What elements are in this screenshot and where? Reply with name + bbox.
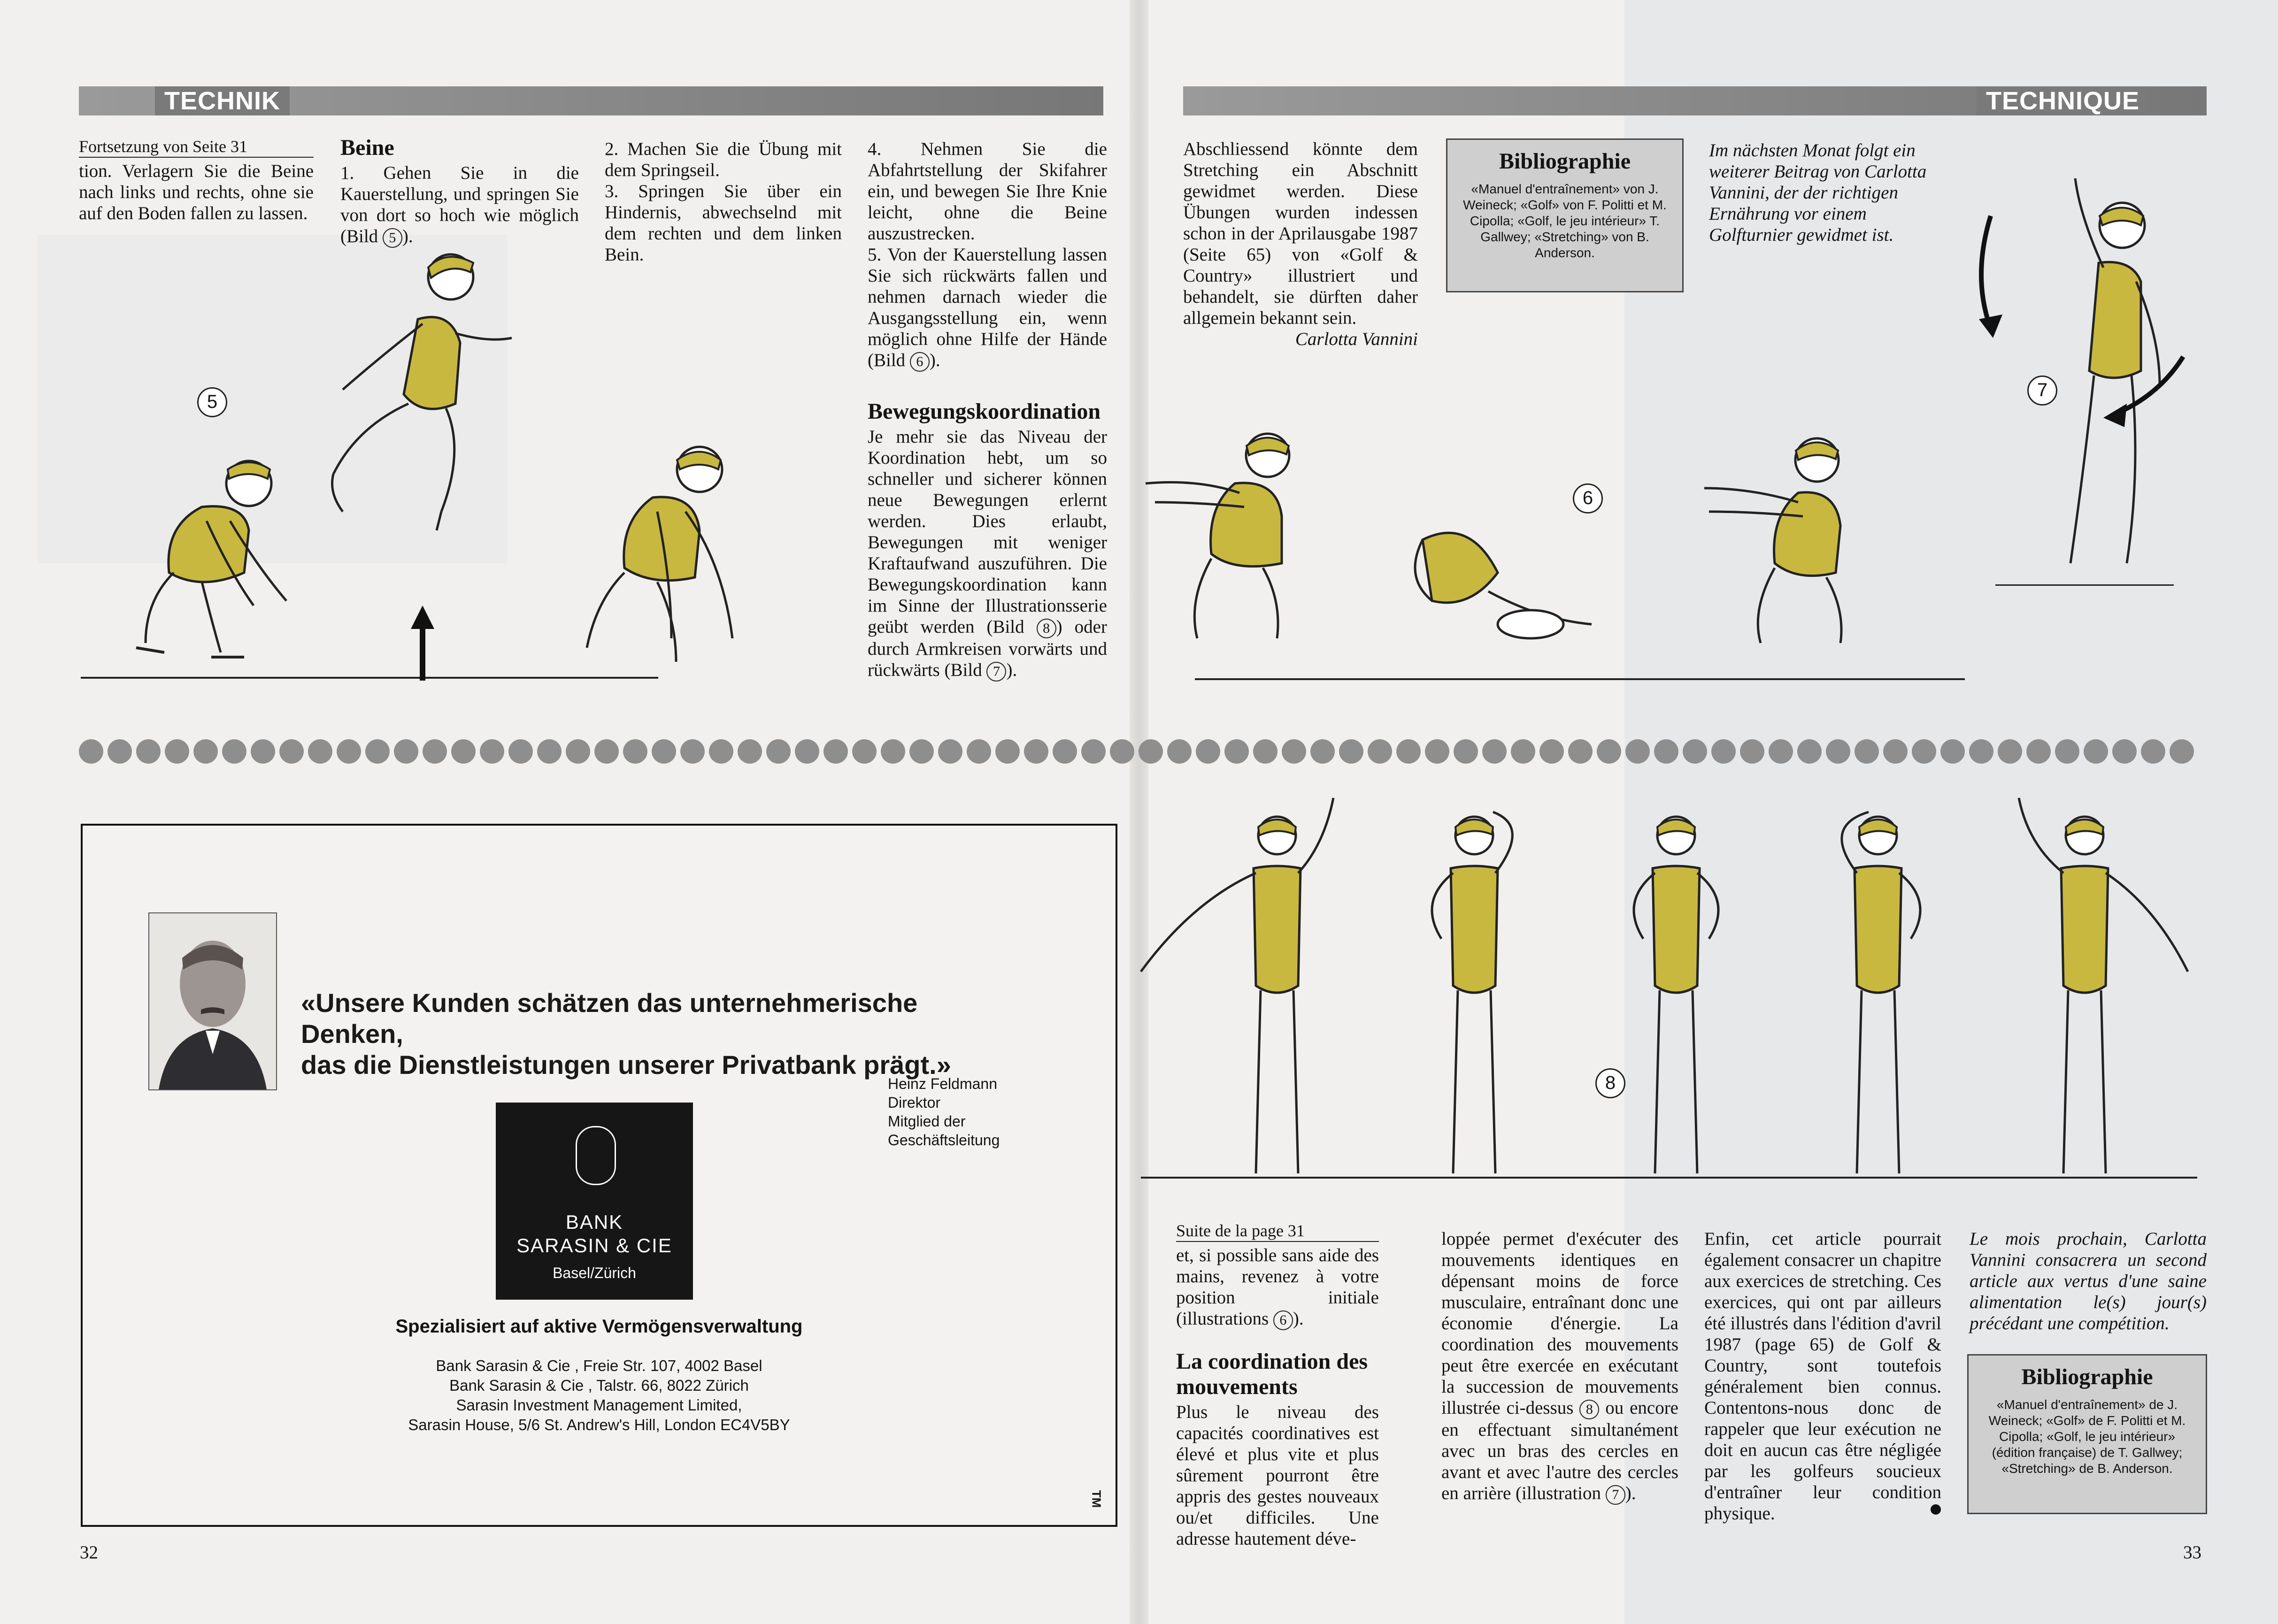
column-2	[340, 135, 579, 248]
divider-dot	[1511, 739, 1535, 764]
fr-column-3: Enfin, cet article pourrait également consacrer un chapitre aux exercices de stretching. Ces exercices, qui ont par ailleurs été illustrés dans l'édition d'avril 1987 (page 65) de Golf & Country, sont toutefois généralement bien connus. Contentons-nous donc de rappeler que leur exécution ne doit en aucun cas être négligée par les golfeurs soucieux d'entraîner leur condition physique.	[1704, 1229, 1941, 1524]
divider-dot	[1310, 739, 1335, 764]
figure-ref: 7	[986, 662, 1006, 682]
divider-dot	[1139, 739, 1163, 764]
bank-sarasin-ad[interactable]	[81, 824, 1117, 1527]
fr-column-2: loppée permet d'exécuter des mouvements identiques en dépensant moins de force musculaire, entraînant donc une économie d'énergie. La coordination des mouvements peut être exercée en exécutant la succession de mouvements illustrée ci-dessus 8 ou encore en effectuant simultanément avec un bras des cercles en avant et avec l'autre des cercles en arrière (illustration 7 ).	[1441, 1228, 1678, 1505]
stretching-text: Abschliessend könnte dem Stretching ein Abschnitt gewidmet werden. Diese Übungen wurden indessen schon in der Aprilausgabe 1987 (Seite 65) von «Golf & Country» illustriert und behandelt, sie dürften daher allgemein bekannt sein.	[1183, 139, 1418, 328]
portrait-illustration	[149, 913, 276, 1089]
divider-dot	[1711, 739, 1736, 764]
floor-line-fig7	[1995, 584, 2174, 586]
figure-ref: 7	[1606, 1485, 1625, 1505]
koord-text: Je mehr sie das Niveau der Koordination hebt, um so schneller und sicherer können neue Bewegungen erlernt werden. Dies erlaubt, Bewegungen mit weniger Kraftaufwand auszuführen. Die Bewegungskoordination kann im Sinne der Illustrationsserie geübt werden (Bild 8 ) oder durch Armkreisen vorwärts und rückwärts (Bild 7 ).	[868, 426, 1107, 682]
divider-dot	[136, 739, 161, 764]
continued-from-fr: Suite de la page 31	[1176, 1220, 1379, 1242]
figure-label-6: 6	[1573, 483, 1603, 513]
col3-item-2: 2. Machen Sie die Übung mit dem Springseil.	[605, 139, 842, 180]
divider-dot	[1368, 739, 1392, 764]
bibliography-text-fr: «Manuel d'entraînement» de J. Weineck; «Golf» de F. Politti et M. Cipolla; «Golf, le jeu intérieur» (édition française) de T. Gallwey; «Stretching» de B. Anderson.	[1988, 1397, 2186, 1476]
divider-dot	[108, 739, 132, 764]
figure-label-7: 7	[2027, 375, 2057, 406]
next-month-note-fr: Le mois prochain, Carlotta Vannini consacrera un second article aux vertus d'une saine alimentation le(s) jour(s) précédant une compétition.	[1970, 1229, 2207, 1333]
column-4	[868, 138, 1107, 682]
divider-dot	[1024, 739, 1048, 764]
jump-figure-illustration	[324, 249, 521, 605]
portrait-photo	[148, 912, 277, 1090]
heading-coordination: La coordination des mouvements	[1176, 1349, 1368, 1400]
divider-dot	[537, 739, 562, 764]
col4-item-5: 5. Von der Kauerstellung lassen Sie sich rückwärts fallen und nehmen darnach wieder die Ausgangsstellung ein, wenn möglich ohne Hilfe der Hände (Bild 6 ).	[868, 244, 1107, 372]
bibliography-box-de	[1446, 138, 1684, 292]
ad-signature: Heinz Feldmann Direktor Mitglied der Geschäftsleitung	[888, 1075, 1000, 1149]
ad-headline: Spezialisiert auf aktive Vermögensverwaltung	[395, 1316, 803, 1337]
bank-logo: BANK SARASIN & CIE Basel/Zürich	[496, 1103, 693, 1300]
col1-text: tion. Verlagern Sie die Beine nach links und rechts, ohne sie auf den Boden fallen zu lassen.	[79, 161, 314, 223]
divider-dot	[1425, 739, 1449, 764]
divider-dot	[795, 739, 819, 764]
coordination-figures-illustration	[1136, 798, 2197, 1183]
divider-dot	[1654, 739, 1678, 764]
divider-dot	[566, 739, 590, 764]
divider-dot	[1740, 739, 1764, 764]
divider-dot	[967, 739, 991, 764]
divider-dot	[480, 739, 504, 764]
divider-dot	[1539, 739, 1564, 764]
divider-dot	[1597, 739, 1621, 764]
divider-dot	[423, 739, 447, 764]
column-3	[605, 138, 842, 265]
beine-text: 1. Gehen Sie in die Kauerstellung, und springen Sie von dort so hoch wie möglich (Bild 5 ).	[340, 162, 579, 248]
divider-dot	[2026, 739, 2051, 764]
divider-dot	[823, 739, 848, 764]
divider-dot	[308, 739, 332, 764]
divider-dot	[938, 739, 962, 764]
divider-dot	[1482, 739, 1507, 764]
divider-dot	[2112, 739, 2137, 764]
figure-ref: 8	[1579, 1400, 1599, 1419]
divider-dot	[508, 739, 533, 764]
divider-dot	[995, 739, 1020, 764]
bibliography-box-fr	[1967, 1354, 2207, 1514]
squat-figure-illustration	[108, 451, 305, 676]
divider-dot	[1053, 739, 1077, 764]
divider-dot	[279, 739, 304, 764]
figure-ref: 6	[1273, 1310, 1293, 1330]
divider-dot	[1224, 739, 1249, 764]
divider-dot	[1396, 739, 1421, 764]
tree-emblem-icon	[576, 1126, 616, 1185]
divider-dot	[165, 739, 189, 764]
author-name: Carlotta Vannini	[1295, 329, 1418, 349]
figure-ref: 5	[383, 228, 402, 248]
bibliography-text: «Manuel d'entraînement» von J. Weineck; «Golf» von F. Politti et M. Cipolla; «Golf, le jeu intérieur» T. Gallwey; «Stretching» von B. Anderson.	[1463, 182, 1667, 260]
divider-dot	[1282, 739, 1306, 764]
ad-quote: «Unsere Kunden schätzen das unternehmerische Denken, das die Dienstleistungen unserer Privatbank prägt.»	[301, 988, 951, 1080]
divider-dot	[680, 739, 705, 764]
divider-dot	[365, 739, 390, 764]
divider-dot	[193, 739, 218, 764]
figure-label-5: 5	[197, 387, 227, 417]
column-a	[1183, 138, 1418, 350]
divider-dot	[1883, 739, 1908, 764]
floor-line-left	[81, 677, 658, 679]
heading-bewegungskoordination: Bewegungskoordination	[868, 399, 1101, 424]
fr-column-1: Suite de la page 31 et, si possible sans aide des mains, revenez à votre position initiale (illustrations 6 ). La coordination des mouvements Plus le niveau des capacités coordinatives est élevé et plus vite et plus sûrement pourront être appris des gestes nouveaux ou/et difficiles. Une adresse hautement déve-	[1176, 1221, 1379, 1549]
ad-addresses: Bank Sarasin & Cie , Freie Str. 107, 4002 Basel Bank Sarasin & Cie , Talstr. 66, 8022 Zürich Sarasin Investment Management Limited, Sarasin House, 5/6 St. Andrew's Hill, London EC4V5BY	[408, 1357, 790, 1433]
divider-dot	[1797, 739, 1822, 764]
arm-circle-figure-illustration	[1962, 160, 2207, 582]
heading-beine: Beine	[340, 135, 394, 160]
divider-dot	[1625, 739, 1650, 764]
divider-dot	[1998, 739, 2022, 764]
bibliography-title: Bibliographie	[1499, 149, 1631, 174]
column-1	[79, 136, 314, 224]
divider-dot	[451, 739, 476, 764]
figure-ref: 6	[910, 352, 930, 372]
divider-dot	[623, 739, 647, 764]
divider-dot	[1339, 739, 1363, 764]
divider-dot	[709, 739, 733, 764]
col3-item-3: 3. Springen Sie über ein Hindernis, abwechselnd mit dem rechten und dem linken Bein.	[605, 181, 842, 265]
divider-dot	[251, 739, 275, 764]
figure-ref: 8	[1037, 619, 1056, 638]
divider-dot	[1912, 739, 1936, 764]
divider-dot	[1940, 739, 1965, 764]
divider-dot	[2084, 739, 2108, 764]
divider-dot	[1769, 739, 1793, 764]
page-number-right: 33	[2183, 1542, 2201, 1563]
col4-item-4: 4. Nehmen Sie die Abfahrtstellung der Skifahrer ein, und bewegen Sie Ihre Knie leicht, ohne die Beine auszustrecken.	[868, 139, 1107, 244]
divider-dot	[1196, 739, 1220, 764]
divider-dot	[2170, 739, 2194, 764]
divider-dot	[909, 739, 934, 764]
divider-dot	[394, 739, 418, 764]
divider-dot	[652, 739, 676, 764]
divider-dot	[766, 739, 791, 764]
divider-dot	[1855, 739, 1879, 764]
bibliography-title-fr: Bibliographie	[2021, 1364, 2153, 1389]
end-marker-icon	[1931, 1504, 1941, 1515]
divider-dot	[1826, 739, 1850, 764]
divider-dot	[2141, 739, 2165, 764]
divider-dot	[1568, 739, 1593, 764]
divider-dot	[1253, 739, 1278, 764]
divider-dot	[1683, 739, 1707, 764]
fr-coordination-text: Plus le niveau des capacités coordinatives est élevé et plus vite et plus sûrement pourront être appris des gestes nouveaux ou/et difficiles. Une adresse hautement déve-	[1176, 1402, 1379, 1549]
roll-figures-illustration	[1141, 422, 1967, 685]
divider-dot	[1969, 739, 1993, 764]
dot-divider	[79, 739, 2210, 767]
divider-dot	[79, 739, 103, 764]
section-label-technique: TECHNIQUE	[1977, 86, 2149, 115]
divider-dot	[852, 739, 877, 764]
divider-dot	[1110, 739, 1134, 764]
continued-from: Fortsetzung von Seite 31	[79, 136, 314, 158]
figure-label-8: 8	[1595, 1068, 1625, 1098]
up-arrow-icon	[408, 605, 437, 681]
page-number-left: 32	[80, 1542, 98, 1563]
divider-dot	[222, 739, 246, 764]
ad-code: TM	[1089, 1490, 1104, 1508]
section-label-technik: TECHNIK	[155, 86, 290, 115]
ski-squat-figure-illustration	[554, 441, 765, 676]
divider-dot	[1167, 739, 1192, 764]
divider-dot	[1081, 739, 1106, 764]
divider-dot	[594, 739, 619, 764]
divider-dot	[881, 739, 905, 764]
divider-dot	[2055, 739, 2079, 764]
divider-dot	[1454, 739, 1478, 764]
next-month-note-de: Im nächsten Monat folgt ein weiterer Beitrag von Carlotta Vannini, der der richtigen Ernährung vor einem Golfturnier gewidmet ist.	[1709, 140, 1927, 245]
divider-dot	[337, 739, 361, 764]
divider-dot	[738, 739, 762, 764]
